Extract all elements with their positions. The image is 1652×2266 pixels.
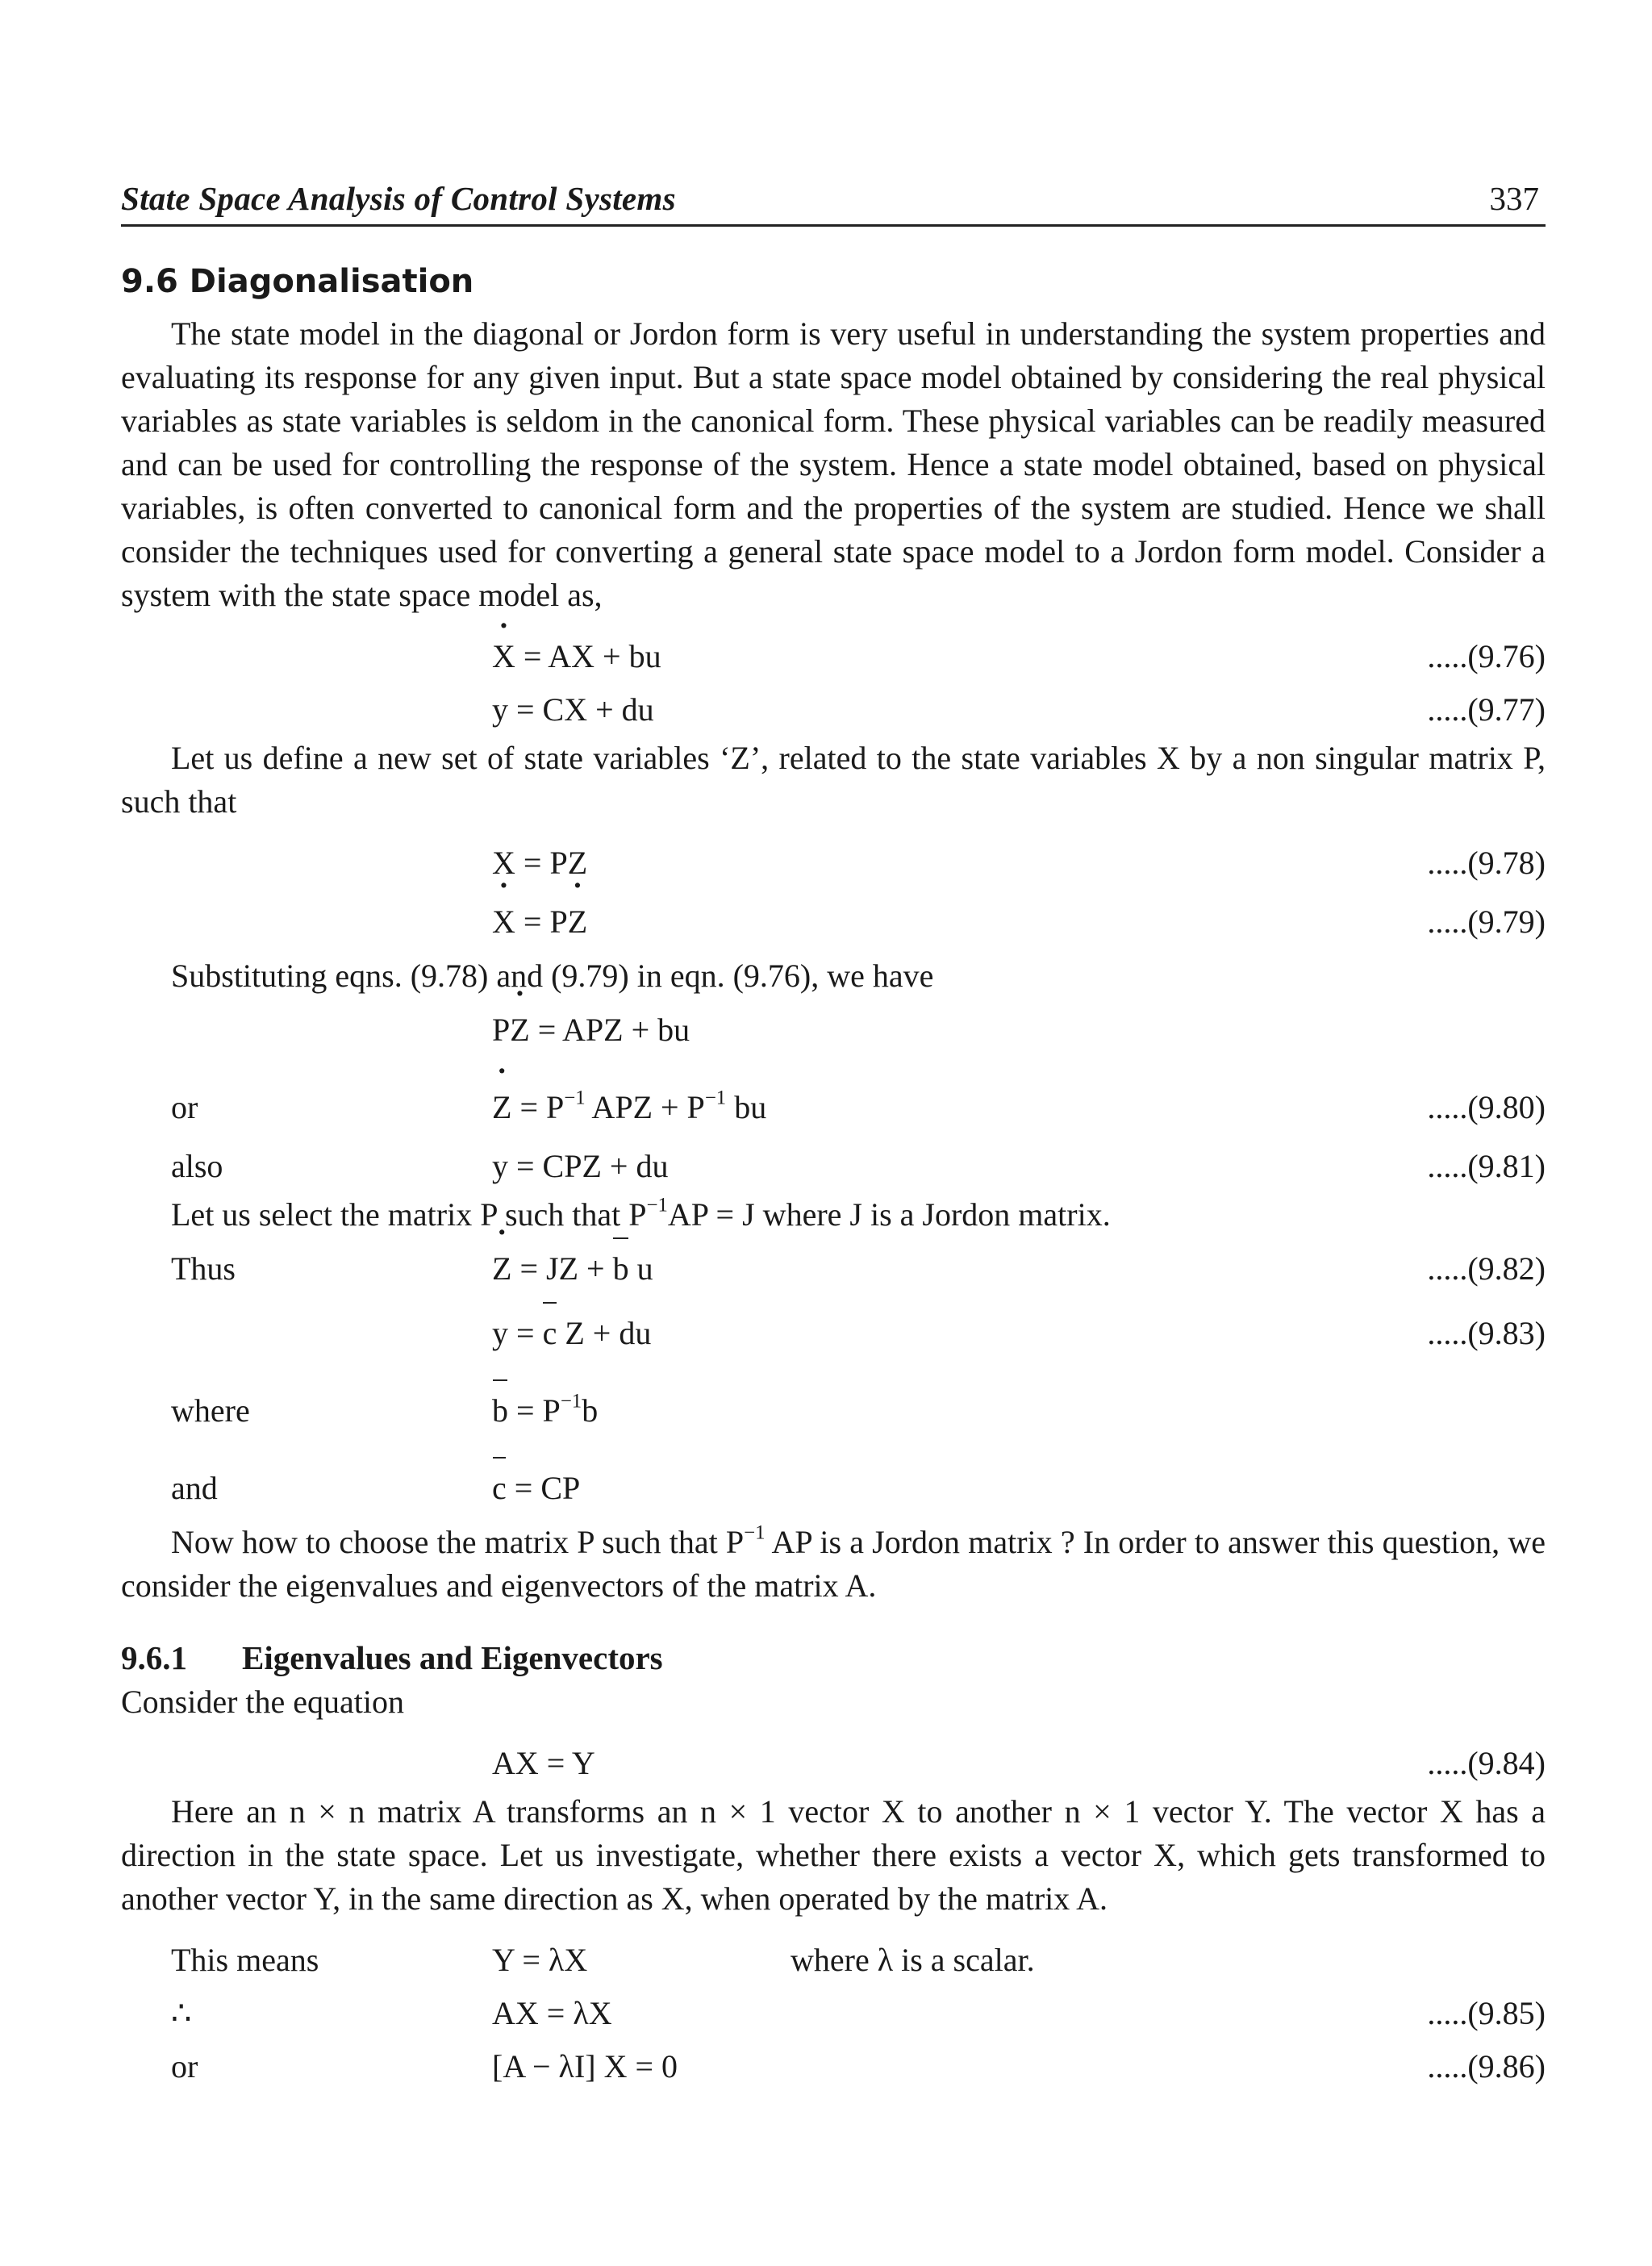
equation-expression: y = c Z + du bbox=[492, 1301, 651, 1366]
page-number: 337 bbox=[1489, 180, 1539, 217]
equation-number: .....(9.85) bbox=[1427, 1995, 1546, 2031]
equation-b-bar-definition bbox=[121, 1379, 1546, 1443]
equation-c-bar-definition bbox=[121, 1456, 1546, 1521]
equation-number: .....(9.82) bbox=[1427, 1250, 1546, 1287]
equation-expression: · $Z = P^{-1}$ APZ + $P^{-1}$ bu bbox=[492, 1075, 766, 1140]
paragraph-select-p: Let us select the matrix P such that $P^{-1}AP = J$ where J is a Jordon matrix. bbox=[171, 1194, 1111, 1233]
equation-expression: [A − λI] X = 0 bbox=[492, 2048, 678, 2084]
equation-number: .....(9.83) bbox=[1427, 1315, 1546, 1351]
equation-number: .....(9.77) bbox=[1427, 691, 1546, 728]
equation-number: .....(9.81) bbox=[1427, 1148, 1546, 1184]
equation-expression: c = CP bbox=[492, 1456, 580, 1521]
equation-number: .....(9.78) bbox=[1427, 845, 1546, 881]
paragraph-intro: The state model in the diagonal or Jordon form is very useful in understanding the system properties and evaluating its response for any given input. But a state space model obtained by considering the real physical variables as state variables is seldom in the canonical form. These physical variables can be readily measured and can be used for controlling the response of the system. Hence a state model obtained, based on physical variables, is often converted to canonical form and the properties of the system are studied. Hence we shall consider the techniques used for converting a general state space model to a Jordon form model. Consider a system with the state space model as, bbox=[121, 315, 1546, 613]
equation-expression: $b = P^{-1}b$ bbox=[492, 1379, 598, 1443]
equation-number: .....(9.84) bbox=[1427, 1745, 1546, 1781]
equation-9-84 bbox=[121, 1737, 1546, 1790]
paragraph-consider-equation: Consider the equation bbox=[121, 1684, 405, 1720]
subsection-title bbox=[121, 1635, 1546, 1680]
paragraph-choose-p: Now how to choose the matrix P such that $P^{-1}$ AP is a Jordon matrix ? In order to answer this question, we consider the eigenvalues and eigenvectors of the matrix A. bbox=[121, 1521, 1546, 1604]
equation-label: or bbox=[171, 1089, 198, 1125]
equation-number: .....(9.76) bbox=[1427, 638, 1546, 674]
equation-expression: X = PZ bbox=[492, 845, 588, 881]
equation-expression: AX = λX bbox=[492, 1995, 612, 2031]
subsection-name: Eigenvalues and Eigenvectors bbox=[242, 1639, 663, 1676]
equation-label: where bbox=[171, 1392, 250, 1429]
equation-label: or bbox=[171, 2048, 198, 2084]
dotted-x: · X bbox=[492, 630, 515, 683]
paragraph-substituting: Substituting eqns. (9.78) and (9.79) in eqn. (9.76), we have bbox=[171, 958, 934, 994]
equation-9-86 bbox=[121, 2040, 1546, 2093]
equation-number: .....(9.86) bbox=[1427, 2048, 1546, 2084]
subsection-number: 9.6.1 bbox=[121, 1639, 187, 1676]
page-header bbox=[121, 179, 1546, 227]
equation-expression: Y = λX bbox=[492, 1942, 588, 1978]
equation-expression: AX = Y bbox=[492, 1745, 595, 1781]
equation-label: Thus bbox=[171, 1250, 236, 1287]
equation-expression: P· Z = APZ + bu bbox=[492, 998, 690, 1062]
equation-label: and bbox=[171, 1470, 218, 1506]
equation-number: .....(9.79) bbox=[1427, 903, 1546, 940]
equation-9-79 bbox=[121, 890, 1546, 954]
equation-note: where λ is a scalar. bbox=[791, 1942, 1035, 1978]
equation-expression: y = CX + du bbox=[492, 691, 654, 728]
equation-9-77 bbox=[121, 683, 1546, 737]
paragraph-define-z: Let us define a new set of state variables ‘Z’, related to the state variables X by a non singular matrix P, such that bbox=[121, 740, 1546, 820]
equation-expression: · X = AX + bu bbox=[492, 630, 661, 683]
equation-expression: · X = P· Z bbox=[492, 890, 587, 954]
equation-number: .....(9.80) bbox=[1427, 1089, 1546, 1125]
therefore-symbol: ∴ bbox=[171, 1995, 192, 2031]
equation-9-76 bbox=[121, 630, 1546, 683]
section-title: 9.6 Diagonalisation bbox=[121, 263, 474, 300]
equation-substitution bbox=[121, 998, 1546, 1062]
equation-9-80 bbox=[121, 1075, 1546, 1140]
equation-9-78 bbox=[121, 837, 1546, 890]
equation-9-83 bbox=[121, 1301, 1546, 1366]
equation-this-means bbox=[121, 1934, 1546, 1987]
document-page bbox=[121, 179, 1546, 2093]
equation-label: also bbox=[171, 1148, 223, 1184]
running-title: State Space Analysis of Control Systems bbox=[121, 180, 676, 217]
equation-expression: · Z = JZ + b u bbox=[492, 1237, 653, 1301]
equation-9-85 bbox=[121, 1987, 1546, 2040]
equation-9-82 bbox=[121, 1237, 1546, 1301]
paragraph-transform: Here an n × n matrix A transforms an n × 1 vector X to another n × 1 vector Y. The vector X has a direction in the state space. Let us investigate, whether there exists a vector X, which gets transformed to another vector Y, in the same direction as X, when operated by the matrix A. bbox=[121, 1793, 1546, 1917]
equation-expression: y = CPZ + du bbox=[492, 1148, 669, 1184]
equation-label: This means bbox=[171, 1942, 319, 1978]
equation-9-81 bbox=[121, 1140, 1546, 1193]
